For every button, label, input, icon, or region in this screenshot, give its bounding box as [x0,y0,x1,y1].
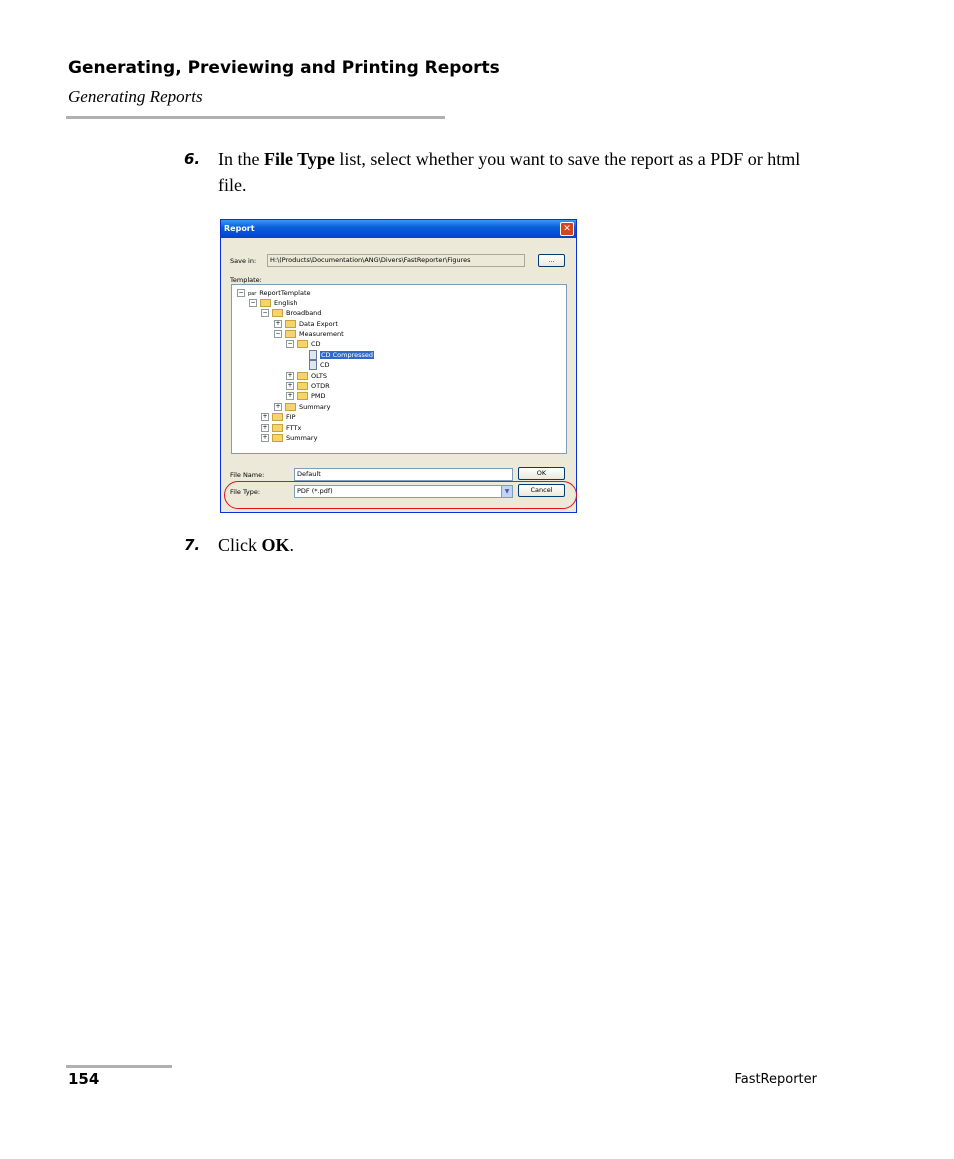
browse-button[interactable]: ... [538,254,565,267]
folder-icon [272,424,283,432]
expand-icon[interactable]: + [287,372,293,379]
file-type-select[interactable]: PDF (*.pdf) ▼ [294,485,513,498]
collapse-icon[interactable]: − [275,330,281,337]
folder-icon [272,309,283,317]
cancel-button[interactable]: Cancel [518,484,565,497]
collapse-icon[interactable]: − [287,340,293,347]
tree-node-summary-inner[interactable]: + Summary [275,403,331,411]
folder-icon [285,320,296,328]
expand-icon[interactable]: + [287,392,293,399]
tree-node-broadband[interactable]: − Broadband [262,309,322,317]
folder-icon [285,330,296,338]
expand-icon[interactable]: + [262,413,268,420]
file-name-label: File Name: [230,471,265,479]
close-icon[interactable]: ✕ [560,222,574,236]
tree-node-otdr[interactable]: + OTDR [287,382,330,390]
folder-icon [297,382,308,390]
step-text: In the File Type list, select whether you want to save the report as a PDF or html file. [218,149,801,195]
tree-node-english[interactable]: − English [250,299,298,307]
expand-icon[interactable]: + [287,382,293,389]
folder-icon [272,413,283,421]
save-in-label: Save in: [230,257,257,265]
file-type-highlight [224,481,577,509]
step-number: 6. [184,150,201,168]
tree-node-olts[interactable]: + OLTS [287,372,327,380]
tree-node-fip[interactable]: + FIP [262,413,296,421]
section-title: Generating, Previewing and Printing Reports [68,58,500,78]
tree-node-data-export[interactable]: + Data Export [275,320,338,328]
folder-icon [297,392,308,400]
tree-node-fttx[interactable]: + FTTx [262,424,302,432]
file-type-label: File Type: [230,488,261,496]
file-name-input[interactable]: Default [294,468,513,481]
dialog-title-bar: Report [221,220,576,238]
file-icon [309,350,317,360]
tree-node-cd-file[interactable]: CD [309,360,330,370]
collapse-icon[interactable]: − [262,309,268,316]
product-name: FastReporter [734,1072,817,1087]
expand-icon[interactable]: + [262,434,268,441]
template-label: Template: [230,276,262,284]
file-icon [309,360,317,370]
chevron-down-icon[interactable]: ▼ [501,486,512,498]
report-dialog [220,219,577,513]
collapse-icon[interactable]: − [238,289,244,296]
page-number: 154 [68,1070,100,1088]
ok-button[interactable]: OK [518,467,565,480]
expand-icon[interactable]: + [275,320,281,327]
tree-node-cd-compressed[interactable]: CD Compressed [309,350,374,360]
expand-icon[interactable]: + [275,403,281,410]
tree-node-measurement[interactable]: − Measurement [275,330,344,338]
header-rule [66,116,445,119]
save-in-field[interactable]: H:\(Products\Documentation\ANG\Divers\FastReporter\Figures [267,254,525,267]
step-text: Click OK. [218,535,295,555]
expand-icon[interactable]: + [262,424,268,431]
folder-icon [260,299,271,307]
collapse-icon[interactable]: − [250,299,256,306]
folder-icon [297,372,308,380]
tree-node-pmd[interactable]: + PMD [287,392,326,400]
tree-node-summary[interactable]: + Summary [262,434,318,442]
section-subtitle: Generating Reports [68,87,203,106]
template-tree[interactable] [231,284,567,454]
tree-node-cd[interactable]: − CD [287,340,321,348]
folder-icon [297,340,308,348]
folder-icon [272,434,283,442]
tree-node-root[interactable]: − par ReportTemplate [238,289,311,297]
step-number: 7. [184,536,201,554]
footer-rule [66,1065,172,1068]
folder-icon [285,403,296,411]
